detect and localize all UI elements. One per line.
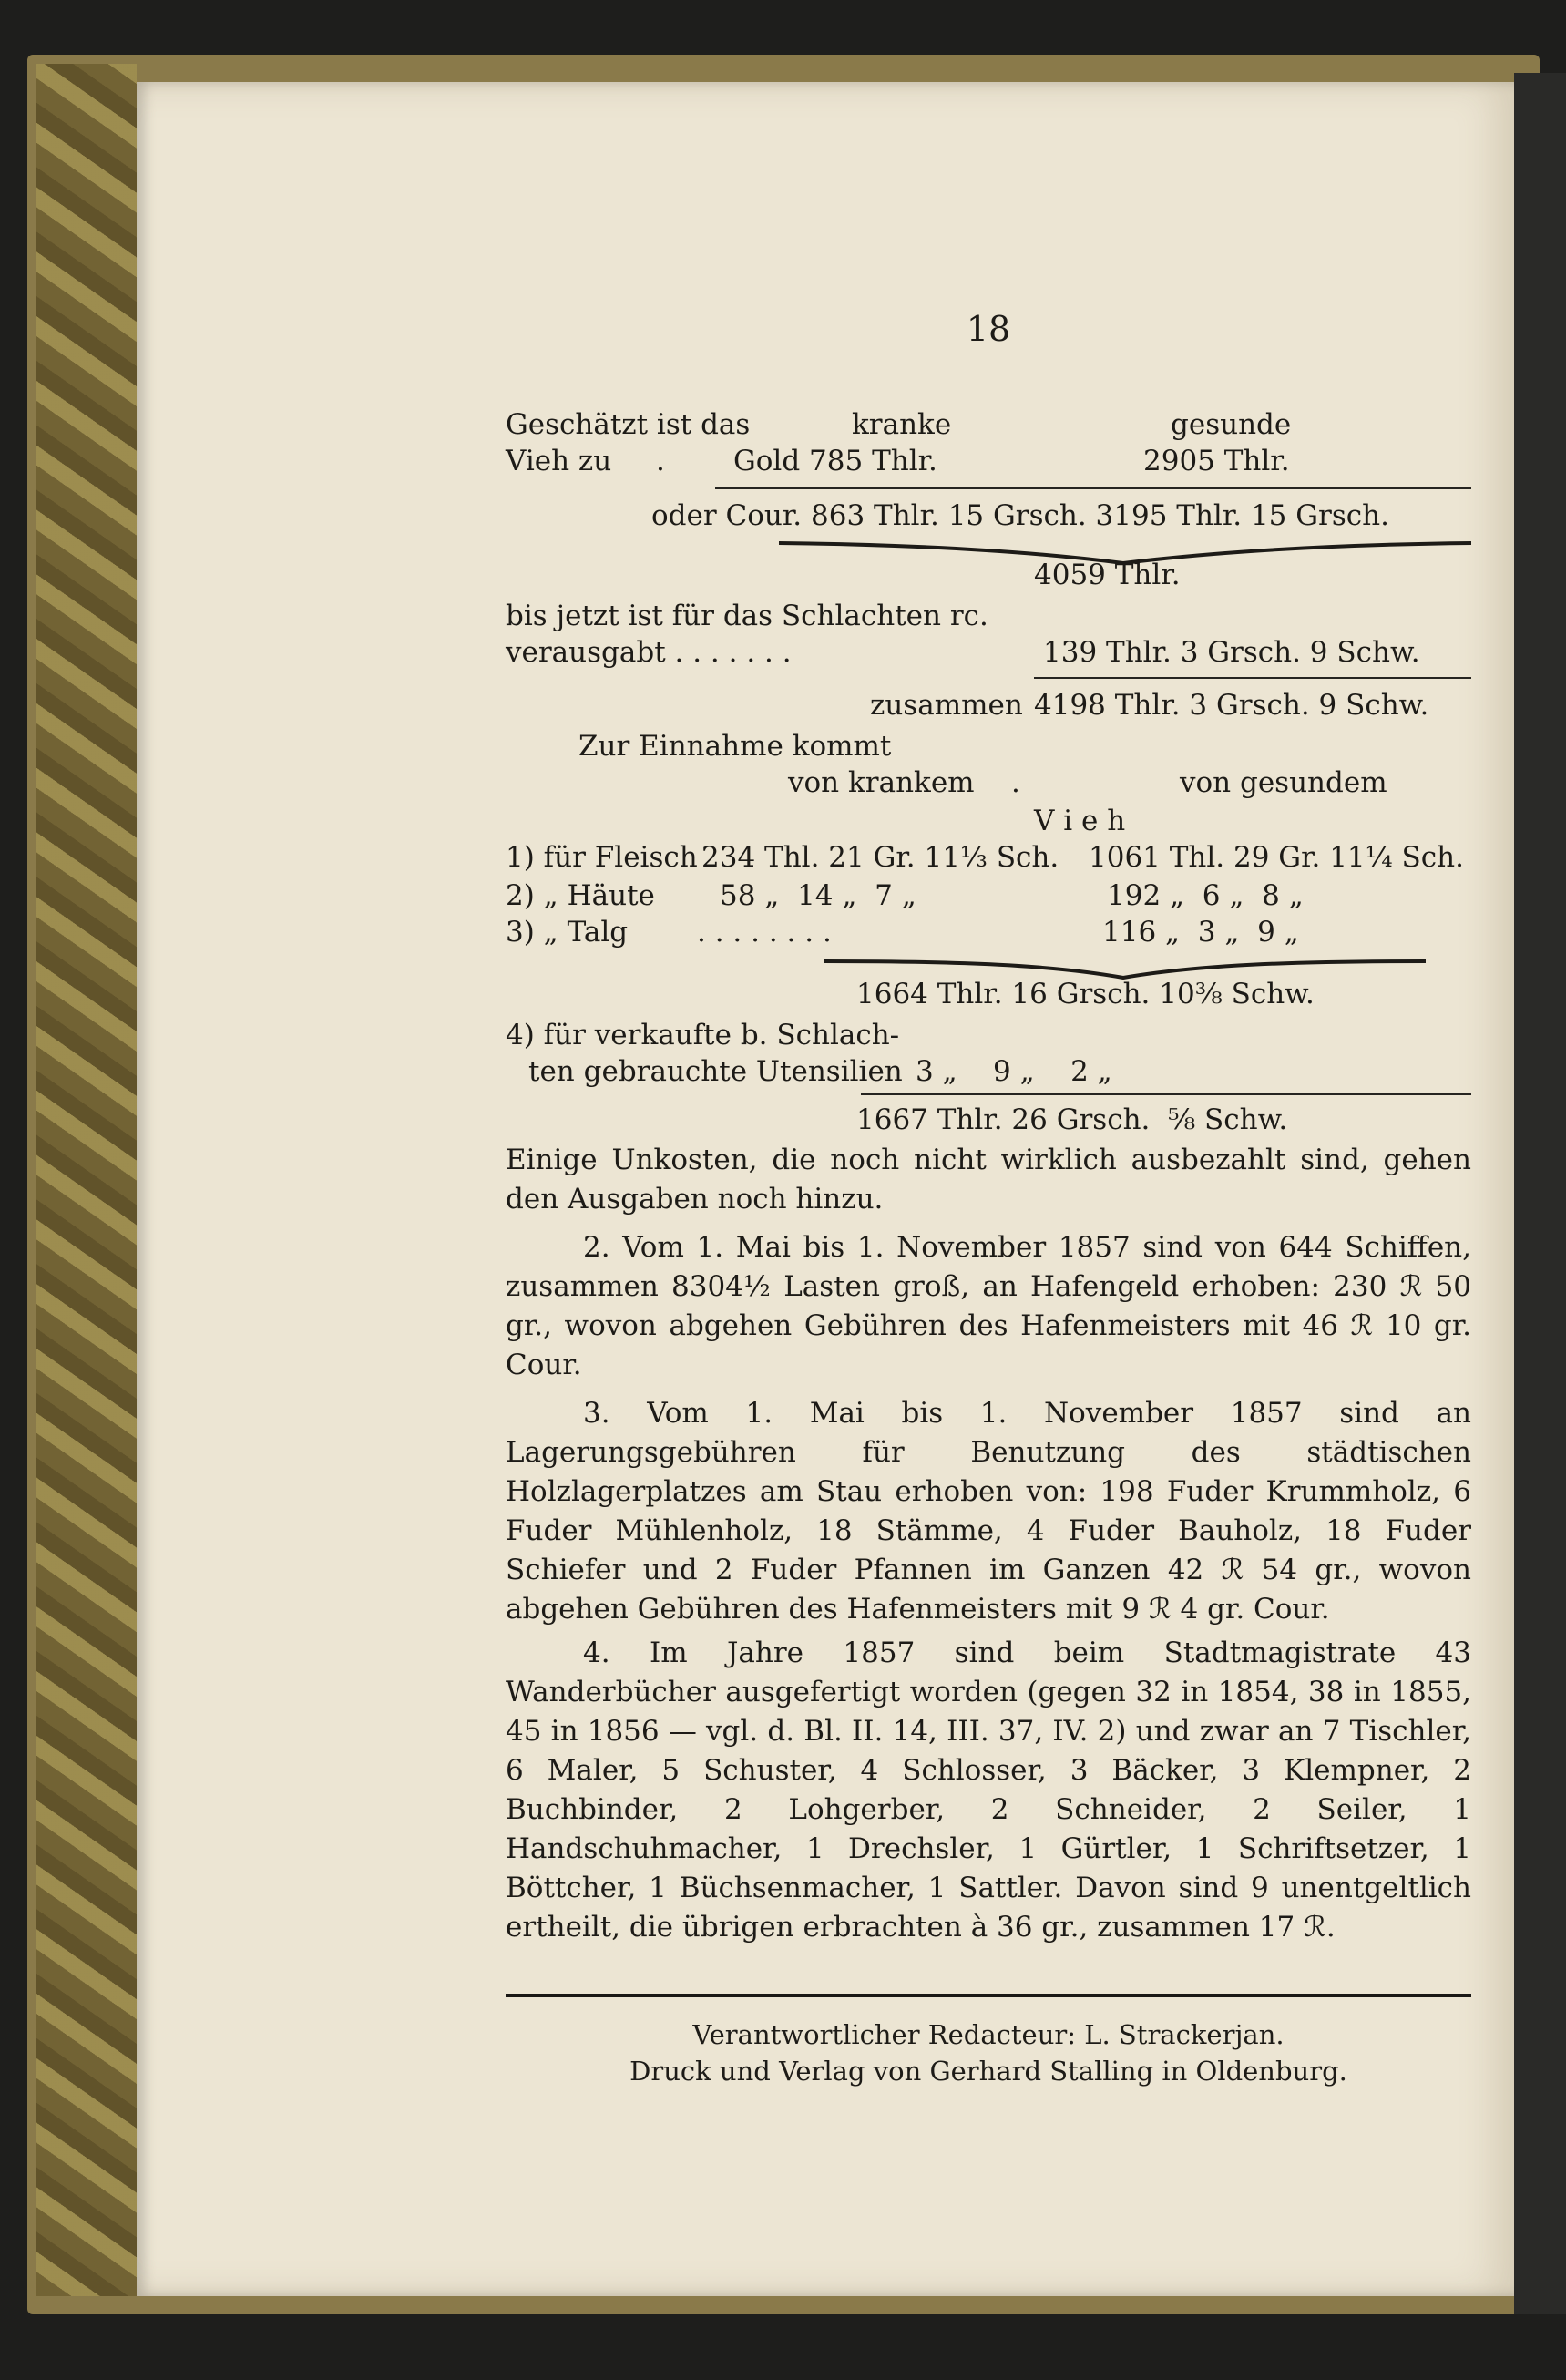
footer-druck: Druck und Verlag von Gerhard Stalling in Oldenburg. bbox=[629, 2056, 1347, 2087]
paragraph-3: 3. Vom 1. Mai bis 1. November 1857 sind an Lagerungsgebühren für Benutzung des städtischen Holzlagerplatzes am Stau erhoben von: 198 Fuder Krummholz, 6 Fuder Mühlenholz, 18 Stämme, 4 Fuder Bauholz, 18 Fuder Schiefer und 2 Fuder Pfannen im Ganzen 42 ℛ 54 gr., wovon abgehen Gebühren des Hafenmeisters mit 9 ℛ 4 gr. Cour. bbox=[506, 1397, 1471, 1626]
row4-values: 3 „ 9 „ 2 „ bbox=[916, 1055, 1112, 1088]
einnahme-heading: Zur Einnahme kommt bbox=[578, 730, 892, 763]
row2-gesund: 192 „ 6 „ 8 „ bbox=[1107, 879, 1304, 912]
row3-krank: . . . . . . . . bbox=[697, 916, 832, 949]
final-total: 1667 Thlr. 26 Grsch. ⅝ Schw. bbox=[856, 1103, 1288, 1136]
row1-gesund: 1061 Thl. 29 Gr. 11¼ Sch. bbox=[1089, 841, 1464, 874]
row3-gesund: 116 „ 3 „ 9 „ bbox=[1102, 916, 1299, 949]
header-gesund: gesunde bbox=[1171, 408, 1292, 441]
rule-3 bbox=[861, 1093, 1471, 1095]
paragraph-4: 4. Im Jahre 1857 sind beim Stadtmagistrate 43 Wanderbücher ausgefertigt worden (gegen 32 in 1854, 38 in 1855, 45 in 1856 — vgl. d. Bl. II. 14, III. 37, IV. 2) und zwar an 7 Tischler, 6 Maler, 5 Schuster, 4 Schlosser, 3 Bäcker, 3 Klempner, 2 Buchbinder, 2 Lohgerber, 2 Schneider, 2 Seiler, 1 Handschuhmacher, 1 Drechsler, 1 Gürtler, 1 Schriftsetzer, 1 Böttcher, 1 Büchsenmacher, 1 Sattler. Davon sind 9 unentgeltlich ertheilt, die übrigen erbrachten à 36 gr., zusammen 17 ℛ. bbox=[506, 1636, 1471, 1944]
right-edge bbox=[1514, 73, 1566, 2314]
zusammen-value: 4198 Thlr. 3 Grsch. 9 Schw. bbox=[1034, 689, 1429, 722]
header-krank: kranke bbox=[852, 408, 952, 441]
col-gesund: von gesundem bbox=[1180, 766, 1387, 799]
subtotal: 1664 Thlr. 16 Grsch. 10⅜ Schw. bbox=[856, 978, 1315, 1010]
header-left-line1: Geschätzt ist das bbox=[506, 408, 751, 441]
bis-jetzt-line: bis jetzt ist für das Schlachten rc. bbox=[506, 600, 988, 632]
cour-line: oder Cour. 863 Thlr. 15 Grsch. 3195 Thlr. 15 Grsch. bbox=[651, 499, 1389, 532]
col-krank: von krankem bbox=[788, 766, 975, 799]
zusammen-label: zusammen bbox=[870, 689, 1023, 722]
verausgabt: verausgabt . . . . . . . bbox=[506, 636, 792, 669]
rule-1 bbox=[715, 487, 1471, 489]
row4-line2: ten gebrauchte Utensilien bbox=[528, 1055, 903, 1088]
row4-line1: 4) für verkaufte b. Schlach- bbox=[506, 1019, 900, 1052]
paragraph-2: 2. Vom 1. Mai bis 1. November 1857 sind von 644 Schiffen, zusammen 8304½ Lasten groß, an Hafengeld erhoben: 230 ℛ 50 gr., wovon abgehen Gebühren des Hafenmeisters mit 46 ℛ 10 gr. Cour. bbox=[506, 1231, 1471, 1381]
dot: . bbox=[656, 445, 665, 477]
paragraph-1: Einige Unkosten, die noch nicht wirklich ausbezahlt sind, gehen den Ausgaben noch hinzu. bbox=[506, 1144, 1471, 1216]
footer-separator bbox=[506, 1994, 1471, 1997]
book-page bbox=[137, 82, 1521, 2296]
marbled-cover-board bbox=[36, 64, 137, 2296]
total-4059: 4059 Thlr. bbox=[1034, 559, 1181, 591]
verausgabt-value: 139 Thlr. 3 Grsch. 9 Schw. bbox=[1043, 636, 1420, 669]
row2-label: 2) „ Häute bbox=[506, 879, 655, 912]
gold-value: Gold 785 Thlr. bbox=[733, 445, 937, 477]
vieh-label: V i e h bbox=[1034, 805, 1126, 837]
row1-label: 1) für Fleisch bbox=[506, 841, 698, 874]
rule-2 bbox=[1034, 677, 1471, 679]
row3-label: 3) „ Talg bbox=[506, 916, 629, 949]
footer-redacteur: Verantwortlicher Redacteur: L. Strackerjan. bbox=[692, 2019, 1285, 2050]
col-dot: . bbox=[1011, 766, 1020, 799]
page-number: 18 bbox=[966, 309, 1011, 349]
vieh-zu: Vieh zu bbox=[506, 445, 612, 477]
row2-krank: 58 „ 14 „ 7 „ bbox=[720, 879, 916, 912]
gesund-value: 2905 Thlr. bbox=[1143, 445, 1290, 477]
row1-krank: 234 Thl. 21 Gr. 11⅓ Sch. bbox=[701, 841, 1059, 874]
